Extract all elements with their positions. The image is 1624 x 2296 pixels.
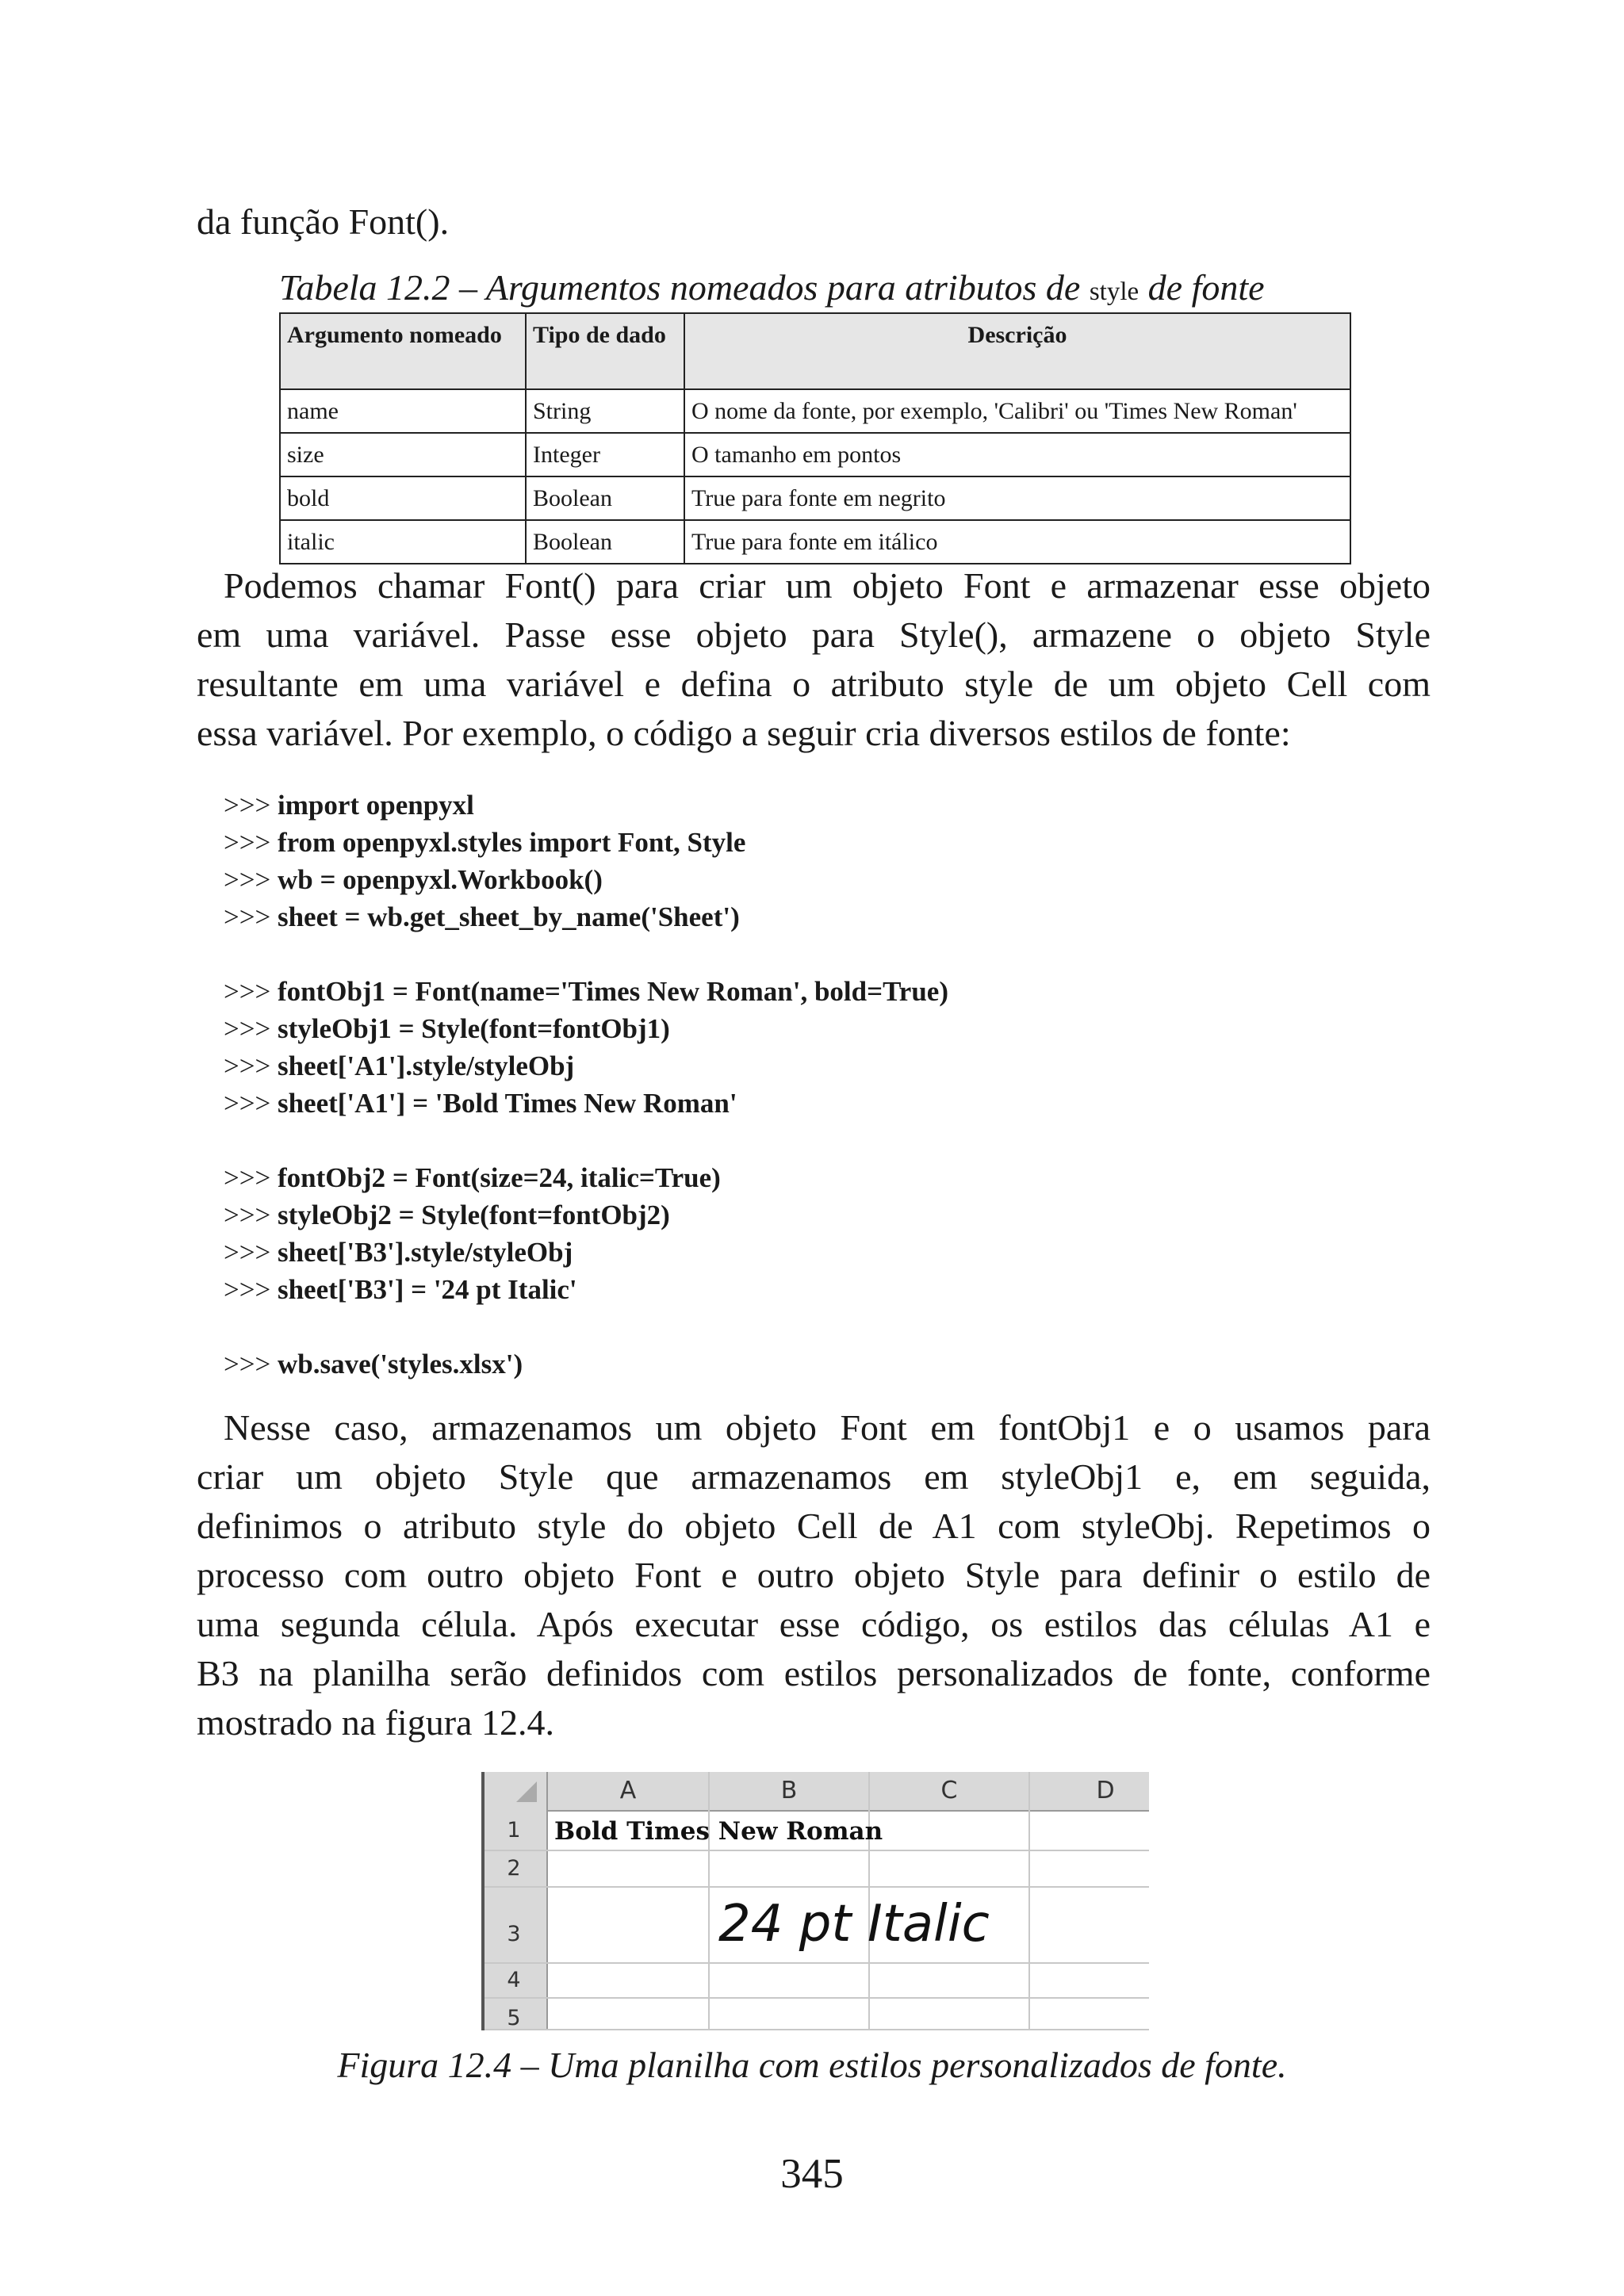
table-row [280, 520, 1350, 564]
table-cell: name [280, 389, 526, 433]
table-cell: O tamanho em pontos [684, 433, 1350, 476]
code-text: sheet['A1'] = 'Bold Times New Roman' [277, 1088, 737, 1119]
table-cell: O nome da fonte, por exemplo, 'Calibri' ou 'Times New Roman' [684, 389, 1350, 433]
gridline [1028, 1772, 1030, 2030]
code-text: wb = openpyxl.Workbook() [277, 864, 603, 895]
table-cell: size [280, 433, 526, 476]
paragraph-1 [197, 561, 1431, 758]
arguments-table [279, 312, 1351, 564]
paragraph-line: Podemos chamar Font() para criar um objeto Font e armazenar esse objeto [224, 565, 1431, 606]
code-text: wb.save('styles.xlsx') [277, 1349, 523, 1380]
code-text: fontObj1 = Font(name='Times New Roman', bold=True) [277, 976, 949, 1007]
spreadsheet-figure [481, 1772, 1149, 2030]
code-line [224, 1345, 523, 1383]
paragraph-line: processo com outro objeto Font e outro objeto Style para definir o estilo de [197, 1555, 1431, 1595]
code-prompt: >>> [224, 1274, 278, 1305]
row-header-5: 5 [507, 2006, 521, 2030]
table-cell: True para fonte em itálico [684, 520, 1350, 564]
code-prompt: >>> [224, 1088, 278, 1119]
column-header-a: A [619, 1777, 637, 1804]
gridline [708, 1772, 710, 2030]
paragraph-line: Nesse caso, armazenamos um objeto Font em fontObj1 e o usamos para [224, 1407, 1431, 1448]
paragraph-line: definimos o atributo style do objeto Cell de A1 com styleObj. Repetimos o [197, 1506, 1431, 1546]
table-cell: bold [280, 476, 526, 520]
code-prompt: >>> [224, 827, 278, 858]
gridline [485, 1886, 1149, 1888]
paragraph-line: mostrado na figura 12.4. [197, 1702, 554, 1743]
column-header-d: D [1096, 1777, 1115, 1804]
code-prompt: >>> [224, 901, 278, 932]
paragraph-line: uma segunda célula. Após executar esse código, os estilos das células A1 e [197, 1604, 1431, 1644]
code-text: import openpyxl [277, 790, 474, 821]
code-prompt: >>> [224, 864, 278, 895]
code-prompt: >>> [224, 1162, 278, 1193]
code-line [224, 824, 745, 861]
code-text: sheet['B3'] = '24 pt Italic' [277, 1274, 577, 1305]
top-line: da função Font(). [197, 201, 450, 242]
figure-caption: Figura 12.4 – Uma planilha com estilos personalizados de fonte. [337, 2045, 1287, 2085]
paragraph-line: criar um objeto Style que armazenamos em styleObj1 e, em seguida, [197, 1456, 1431, 1497]
code-line [224, 1234, 573, 1271]
gridline [485, 2029, 1149, 2030]
paragraph-2 [197, 1403, 1431, 1747]
table-header-row [280, 313, 1350, 389]
table-header-cell: Descrição [684, 313, 1350, 389]
table-header-cell: Argumento nomeado [280, 313, 526, 389]
select-all-icon [516, 1781, 537, 1802]
page-number: 345 [780, 2151, 844, 2197]
table-caption [279, 266, 1350, 308]
code-text: sheet['A1'].style/styleObj [277, 1050, 575, 1081]
table-cell: True para fonte em negrito [684, 476, 1350, 520]
cell-b3: 24 pt Italic [718, 1895, 990, 1954]
gridline [485, 1962, 1149, 1964]
table-header-cell: Tipo de dado [526, 313, 684, 389]
table-cell: String [526, 389, 684, 433]
paragraph-line: em uma variável. Passe esse objeto para Style(), armazene o objeto Style [197, 614, 1431, 655]
code-prompt: >>> [224, 1200, 278, 1230]
table-cell: Boolean [526, 476, 684, 520]
code-text: from openpyxl.styles import Font, Style [277, 827, 746, 858]
code-text: styleObj2 = Style(font=fontObj2) [277, 1200, 670, 1230]
table-caption-code: style [1089, 277, 1139, 306]
code-prompt: >>> [224, 790, 278, 821]
paragraph-line: resultante em uma variável e defina o atributo style de um objeto Cell com [197, 664, 1431, 704]
cell-a1: Bold Times New Roman [554, 1817, 883, 1846]
paragraph-line: essa variável. Por exemplo, o código a seguir cria diversos estilos de fonte: [197, 713, 1291, 753]
code-line [224, 786, 474, 824]
column-header-c: C [940, 1777, 958, 1804]
code-line [224, 861, 603, 898]
code-prompt: >>> [224, 1013, 278, 1044]
code-text: fontObj2 = Font(size=24, italic=True) [277, 1162, 721, 1193]
code-prompt: >>> [224, 1050, 278, 1081]
table-caption-prefix: Tabela 12.2 – Argumentos nomeados para atributos de [279, 267, 1090, 308]
code-line [224, 1159, 721, 1196]
row-header-3: 3 [507, 1922, 521, 1946]
row-header-4: 4 [507, 1968, 521, 1992]
table-cell: Integer [526, 433, 684, 476]
code-text: sheet['B3'].style/styleObj [277, 1237, 573, 1268]
code-line [224, 1196, 670, 1234]
row-header-2: 2 [507, 1856, 521, 1881]
table-row [280, 389, 1350, 433]
table-cell: Boolean [526, 520, 684, 564]
gridline [485, 1997, 1149, 1999]
code-line [224, 1010, 670, 1047]
table-row [280, 433, 1350, 476]
table-cell: italic [280, 520, 526, 564]
table-caption-suffix: de fonte [1139, 267, 1265, 308]
code-text: sheet = wb.get_sheet_by_name('Sheet') [277, 901, 740, 932]
table-row [280, 476, 1350, 520]
code-line [224, 1085, 737, 1122]
code-line [224, 1271, 577, 1308]
column-header-b: B [780, 1777, 798, 1804]
code-prompt: >>> [224, 976, 278, 1007]
paragraph-line: B3 na planilha serão definidos com estilos personalizados de fonte, conforme [197, 1653, 1431, 1693]
code-line [224, 973, 948, 1010]
code-line [224, 1047, 574, 1085]
code-line [224, 898, 740, 936]
code-prompt: >>> [224, 1349, 278, 1380]
code-text: styleObj1 = Style(font=fontObj1) [277, 1013, 670, 1044]
code-prompt: >>> [224, 1237, 278, 1268]
row-header-1: 1 [507, 1818, 521, 1843]
